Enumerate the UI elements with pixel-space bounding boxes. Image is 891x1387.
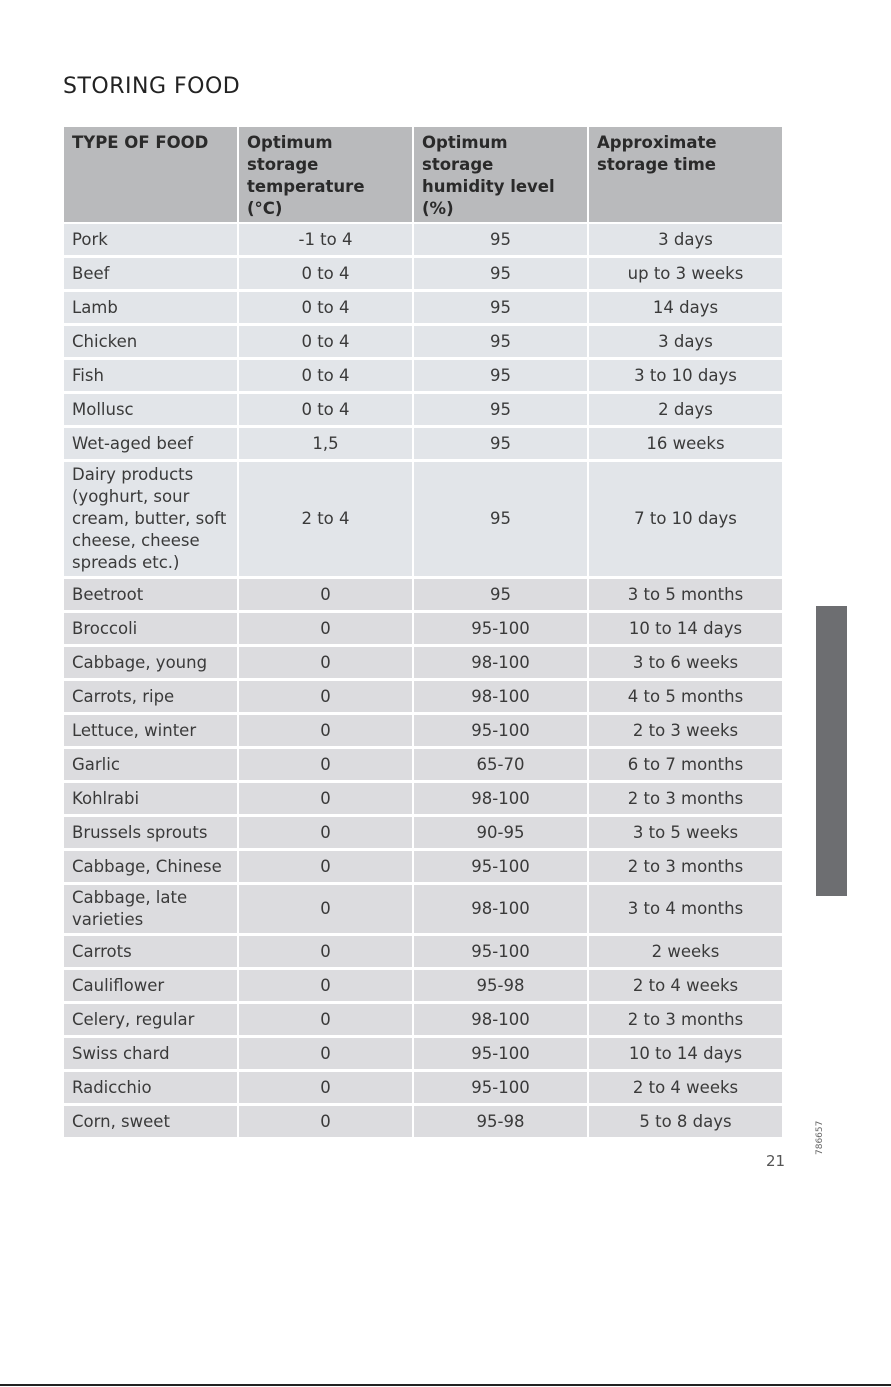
table-row (64, 325, 782, 359)
table-row (64, 969, 782, 1003)
cell-storage-time: up to 3 weeks (588, 257, 782, 291)
cell-food-type: Carrots (64, 935, 238, 969)
cell-food-type: Beef (64, 257, 238, 291)
cell-humidity: 95-100 (413, 714, 588, 748)
table-row (64, 1003, 782, 1037)
cell-temperature: 0 (238, 612, 413, 646)
cell-temperature: 0 (238, 578, 413, 612)
cell-food-type: Beetroot (64, 578, 238, 612)
cell-temperature: 0 (238, 782, 413, 816)
cell-storage-time: 3 to 10 days (588, 359, 782, 393)
cell-food-type: Cabbage, young (64, 646, 238, 680)
cell-temperature: 0 to 4 (238, 291, 413, 325)
table-header-row (64, 127, 782, 223)
cell-humidity: 95-100 (413, 1037, 588, 1071)
cell-humidity: 95 (413, 359, 588, 393)
cell-food-type: Broccoli (64, 612, 238, 646)
cell-humidity: 95-100 (413, 935, 588, 969)
cell-food-type: Swiss chard (64, 1037, 238, 1071)
cell-humidity: 65-70 (413, 748, 588, 782)
table-row (64, 884, 782, 935)
cell-storage-time: 10 to 14 days (588, 612, 782, 646)
page-title: STORING FOOD (63, 74, 241, 99)
cell-storage-time: 16 weeks (588, 427, 782, 461)
table-row (64, 1105, 782, 1139)
cell-food-type: Garlic (64, 748, 238, 782)
cell-temperature: 0 (238, 850, 413, 884)
cell-storage-time: 2 to 4 weeks (588, 969, 782, 1003)
table-row (64, 680, 782, 714)
cell-food-type: Radicchio (64, 1071, 238, 1105)
cell-food-type: Carrots, ripe (64, 680, 238, 714)
cell-temperature: 0 (238, 884, 413, 935)
table-row (64, 1037, 782, 1071)
table-row (64, 257, 782, 291)
cell-humidity: 95-100 (413, 612, 588, 646)
cell-temperature: 0 (238, 1105, 413, 1139)
cell-storage-time: 3 days (588, 223, 782, 257)
cell-humidity: 95-98 (413, 1105, 588, 1139)
cell-storage-time: 5 to 8 days (588, 1105, 782, 1139)
header-type-of-food: TYPE OF FOOD (64, 127, 238, 223)
cell-storage-time: 10 to 14 days (588, 1037, 782, 1071)
cell-temperature: 0 to 4 (238, 359, 413, 393)
table-row (64, 782, 782, 816)
food-storage-table (64, 127, 782, 1140)
cell-humidity: 95 (413, 223, 588, 257)
table-row (64, 714, 782, 748)
cell-temperature: 0 to 4 (238, 257, 413, 291)
cell-storage-time: 3 to 5 weeks (588, 816, 782, 850)
cell-storage-time: 2 to 3 weeks (588, 714, 782, 748)
document-code: 786657 (815, 1120, 825, 1155)
cell-temperature: 2 to 4 (238, 461, 413, 578)
cell-storage-time: 7 to 10 days (588, 461, 782, 578)
cell-storage-time: 3 to 5 months (588, 578, 782, 612)
cell-temperature: 0 (238, 1037, 413, 1071)
cell-food-type: Cabbage, Chinese (64, 850, 238, 884)
cell-storage-time: 4 to 5 months (588, 680, 782, 714)
cell-humidity: 95 (413, 257, 588, 291)
cell-food-type: Corn, sweet (64, 1105, 238, 1139)
table-row (64, 461, 782, 578)
cell-storage-time: 2 to 3 months (588, 782, 782, 816)
cell-storage-time: 2 to 3 months (588, 1003, 782, 1037)
cell-humidity: 90-95 (413, 816, 588, 850)
cell-storage-time: 2 days (588, 393, 782, 427)
cell-temperature: 0 (238, 646, 413, 680)
table-row (64, 935, 782, 969)
table-row (64, 393, 782, 427)
cell-food-type: Lamb (64, 291, 238, 325)
cell-food-type: Dairy products (yoghurt, sour cream, butter, soft cheese, cheese spreads etc.) (64, 461, 238, 578)
cell-humidity: 98-100 (413, 646, 588, 680)
cell-temperature: 0 (238, 935, 413, 969)
table-row (64, 816, 782, 850)
cell-temperature: 0 (238, 748, 413, 782)
cell-food-type: Wet-aged beef (64, 427, 238, 461)
header-storage-time: Approximate storage time (588, 127, 782, 223)
cell-food-type: Lettuce, winter (64, 714, 238, 748)
cell-temperature: 0 to 4 (238, 393, 413, 427)
cell-humidity: 95 (413, 325, 588, 359)
cell-humidity: 95 (413, 291, 588, 325)
table-body (64, 223, 782, 1139)
cell-temperature: 0 (238, 1003, 413, 1037)
cell-storage-time: 14 days (588, 291, 782, 325)
section-tab (816, 606, 847, 896)
cell-food-type: Fish (64, 359, 238, 393)
cell-food-type: Cabbage, late varieties (64, 884, 238, 935)
cell-temperature: 0 (238, 1071, 413, 1105)
cell-humidity: 95 (413, 461, 588, 578)
table-row (64, 427, 782, 461)
cell-humidity: 95 (413, 393, 588, 427)
cell-humidity: 95 (413, 578, 588, 612)
cell-storage-time: 6 to 7 months (588, 748, 782, 782)
table-row (64, 359, 782, 393)
cell-food-type: Chicken (64, 325, 238, 359)
header-storage-humidity: Optimum storage humidity level (%) (413, 127, 588, 223)
cell-temperature: -1 to 4 (238, 223, 413, 257)
cell-food-type: Cauliflower (64, 969, 238, 1003)
cell-humidity: 98-100 (413, 680, 588, 714)
cell-humidity: 95-100 (413, 850, 588, 884)
cell-storage-time: 2 weeks (588, 935, 782, 969)
table-row (64, 646, 782, 680)
header-storage-temperature: Optimum storage temperature (°C) (238, 127, 413, 223)
table-row (64, 223, 782, 257)
cell-food-type: Celery, regular (64, 1003, 238, 1037)
cell-storage-time: 3 to 6 weeks (588, 646, 782, 680)
table-row (64, 1071, 782, 1105)
cell-humidity: 98-100 (413, 884, 588, 935)
cell-temperature: 0 (238, 714, 413, 748)
table-row (64, 612, 782, 646)
cell-humidity: 95-98 (413, 969, 588, 1003)
cell-temperature: 0 (238, 680, 413, 714)
cell-storage-time: 2 to 3 months (588, 850, 782, 884)
table-row (64, 748, 782, 782)
cell-temperature: 0 to 4 (238, 325, 413, 359)
cell-humidity: 98-100 (413, 1003, 588, 1037)
cell-storage-time: 2 to 4 weeks (588, 1071, 782, 1105)
cell-temperature: 1,5 (238, 427, 413, 461)
cell-humidity: 95-100 (413, 1071, 588, 1105)
cell-humidity: 98-100 (413, 782, 588, 816)
table-row (64, 291, 782, 325)
cell-temperature: 0 (238, 816, 413, 850)
cell-temperature: 0 (238, 969, 413, 1003)
cell-food-type: Mollusc (64, 393, 238, 427)
table-row (64, 578, 782, 612)
cell-storage-time: 3 days (588, 325, 782, 359)
cell-storage-time: 3 to 4 months (588, 884, 782, 935)
cell-humidity: 95 (413, 427, 588, 461)
bottom-rule (0, 1384, 891, 1386)
cell-food-type: Kohlrabi (64, 782, 238, 816)
cell-food-type: Pork (64, 223, 238, 257)
cell-food-type: Brussels sprouts (64, 816, 238, 850)
page-number: 21 (766, 1152, 786, 1170)
table-row (64, 850, 782, 884)
